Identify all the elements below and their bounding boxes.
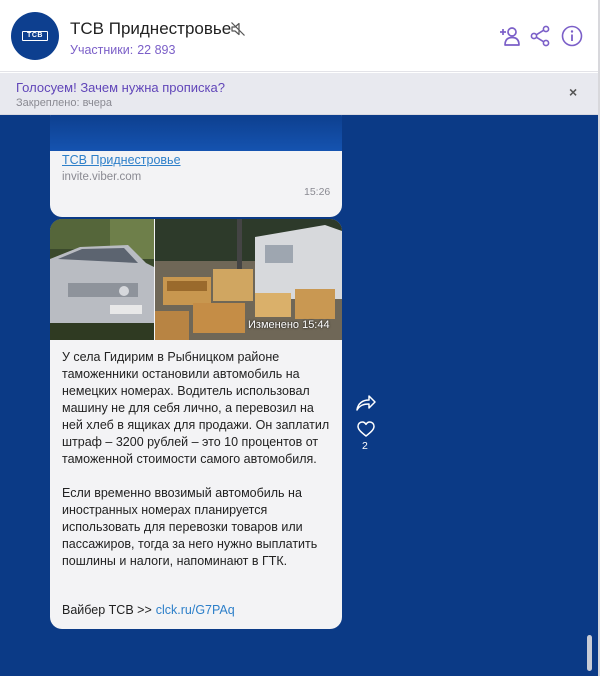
message-text	[62, 349, 334, 587]
scrollbar[interactable]	[587, 635, 592, 671]
avatar-logo: ТСВ	[22, 31, 48, 41]
like-count: 2	[362, 440, 368, 452]
mute-icon	[230, 21, 246, 37]
message-time: 15:26	[304, 186, 331, 198]
link-preview-title[interactable]: ТСВ Приднестровье	[62, 153, 181, 167]
forward-icon[interactable]	[355, 394, 377, 412]
chat-area	[0, 115, 598, 676]
edited-label: Изменено 15:44	[248, 319, 330, 331]
message-paragraph: Если временно ввозимый автомобиль на иностранных номерах планируется использовать для перевозки товаров или пассажиров, тогда за него нужно выплатить пошлины и налоги, напоминают в ГТК.	[62, 486, 318, 568]
members-count: 22 893	[137, 43, 176, 57]
pinned-subtitle: Закреплено: вчера	[16, 97, 113, 109]
message-footer	[62, 603, 235, 617]
link-preview-image	[50, 115, 342, 151]
pinned-title[interactable]: Голосуем! Зачем нужна прописка?	[16, 80, 225, 95]
close-icon[interactable]: ×	[569, 84, 578, 100]
share-icon[interactable]	[528, 24, 552, 48]
pinned-message-bar[interactable]	[0, 73, 598, 115]
add-user-icon[interactable]	[498, 24, 522, 48]
info-icon[interactable]	[560, 24, 584, 48]
car-photo[interactable]	[50, 219, 154, 340]
members-info[interactable]	[70, 43, 175, 57]
channel-title[interactable]: ТСВ Приднестровье	[70, 19, 232, 38]
message-paragraph: У села Гидирим в Рыбницком районе таможенники остановили автомобиль на немецких номерах. Водитель использовал машину не для себя лично, а перевозил на ней хлеб в ящиках для продажи. Он заплатил штраф – 3200 рублей – это 10 процентов от таможенной стоимости самого автомобиля.	[62, 350, 330, 466]
members-label: Участники:	[70, 43, 134, 57]
message-bubble[interactable]	[50, 219, 342, 629]
footer-text: Вайбер ТСВ >>	[62, 603, 152, 617]
message-bubble[interactable]	[50, 115, 342, 217]
footer-link[interactable]: clck.ru/G7PAq	[155, 603, 235, 617]
chat-header	[0, 0, 598, 72]
channel-avatar[interactable]	[11, 12, 59, 60]
heart-icon[interactable]	[357, 421, 375, 437]
link-preview-host: invite.viber.com	[62, 171, 142, 183]
